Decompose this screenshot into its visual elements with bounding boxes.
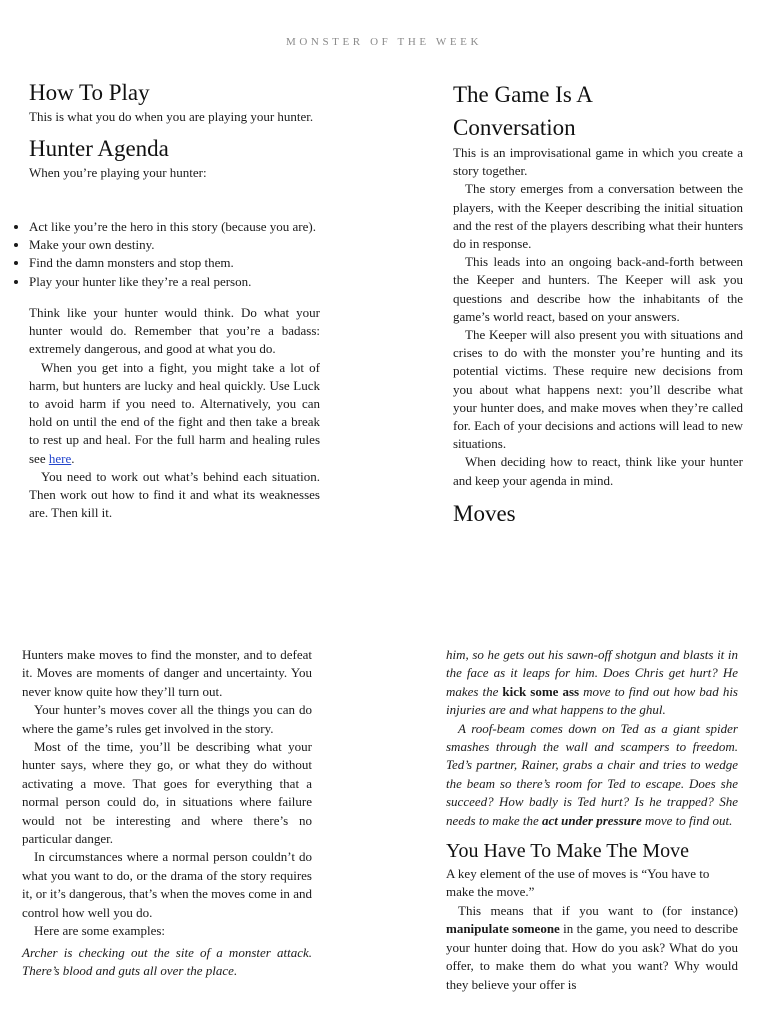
example-text: move to find out.	[641, 812, 733, 828]
move-name-act-under-pressure: act under pressure	[542, 812, 642, 828]
example-paragraph: Archer is checking out the site of a monster attack. There’s blood and guts all over the place.	[22, 944, 312, 978]
paragraph-text: When you get into a fight, you might take a lot of harm, but hunters are lucky and heal quickly. Use Luck to avoid harm if you need to. Alternatively, you can hold on until the end of the fight and then take a break to rest up and heal. For the full harm and healing rules see	[29, 359, 320, 466]
agenda-intro: When you’re playing your hunter:	[29, 165, 207, 181]
body-paragraph: This leads into an ongoing back-and-forth between the Keeper and hunters. The Keeper will ask you questions and describe how the inhabitants of the game’s world react, based on your answers.	[453, 254, 743, 324]
moves-heading: Moves	[453, 500, 516, 526]
conversation-heading: The Game Is A Conversation	[453, 82, 592, 140]
example-text: A roof-beam comes down on Ted as a giant spider smashes through the wall and scampers to freedom. Ted’s partner, Rainer, grabs a chair and tries to wedge the beam so there’s room for Ted to escape. Does she succeed? How badly is Ted hurt? Is he trapped? She needs to make the	[446, 720, 738, 828]
body-paragraph: You need to work out what’s behind each situation. Then work out how to find it and what its weaknesses are. Then kill it.	[29, 468, 320, 521]
right-top-column	[453, 78, 743, 529]
left-top-column	[29, 78, 320, 182]
running-header: MONSTER OF THE WEEK	[285, 36, 483, 48]
agenda-item: • Make your own destiny.	[29, 236, 369, 254]
make-the-move-heading: You Have To Make The Move	[446, 840, 690, 863]
body-paragraph: Most of the time, you’ll be describing what your hunter says, where they go, or what they do without activating a move. That goes for everything that a normal person could do, in situations where failure would not be interesting and where there’s no particular danger.	[22, 739, 312, 847]
move-name-kick-some-ass: kick some ass	[502, 683, 580, 699]
example-text: move to find out how bad his injuries are and what happens to the ghul.	[446, 683, 738, 718]
how-to-play-text: This is what you do when you are playing your hunter.	[29, 109, 314, 124]
paragraph-text: in the game, you need to describe your hunter doing that. How do you ask? What do you offer, to make them do what you want? Why would they believe your offer is	[446, 921, 739, 992]
hunter-agenda-heading: Hunter Agenda	[29, 136, 169, 162]
example-paragraph	[446, 646, 738, 720]
body-paragraph: A key element of the use of moves is “You have to make the move.”	[446, 866, 710, 900]
body-paragraph: Here are some examples:	[34, 923, 166, 939]
how-to-play-heading: How To Play	[29, 80, 150, 105]
body-paragraph: This is an improvisational game in which you create a story together.	[453, 145, 743, 179]
body-paragraph: Hunters make moves to find the monster, and to defeat it. Moves are moments of danger and uncertainty. You never know quite how they’ll turn out.	[22, 647, 312, 699]
body-paragraph: Think like your hunter would think. Do what your hunter would do. Remember that you’re a badass: extremely dangerous, and good at what you do.	[29, 305, 320, 357]
agenda-list	[14, 218, 369, 291]
left-top-paragraphs	[29, 304, 320, 522]
left-bottom-column	[22, 646, 312, 980]
paragraph-text: This means that if you want to (for instance)	[458, 902, 738, 918]
agenda-item: • Act like you’re the hero in this story (because you are).	[29, 218, 369, 236]
body-paragraph	[446, 902, 738, 994]
body-paragraph: When you get into a fight, you might take a lot of harm, but hunters are lucky and heal quickly. Use Luck to avoid harm if you need to. Alternatively, you can hold on until the end of the fight and then take a break to rest up and heal. For the full harm and healing rules see here.	[29, 359, 320, 466]
move-name-manipulate-someone: manipulate someone	[446, 921, 560, 937]
body-paragraph: The Keeper will also present you with situations and crises to do with the monster you’re hunting and its potential victims. These require new decisions from you about what happens next: you’ll describe what your hunter does, and make moves when they’re called for. Each of your decisions and actions will lead to new situations.	[453, 327, 743, 452]
body-paragraph: When deciding how to react, think like your hunter and keep your agenda in mind.	[453, 454, 743, 488]
harm-rules-link[interactable]: here	[48, 450, 72, 466]
agenda-item: • Find the damn monsters and stop them.	[29, 254, 369, 272]
body-paragraph: Your hunter’s moves cover all the things you can do where the game’s rules get involved in the story.	[22, 702, 312, 736]
right-bottom-column	[446, 646, 738, 994]
body-paragraph: In circumstances where a normal person couldn’t do what you want to do, or the drama of the story requires it, or it’s dangerous, that’s when the moves come in and control how well you do.	[22, 849, 312, 920]
agenda-item: • Play your hunter like they’re a real person.	[29, 273, 369, 291]
example-text: him, so he gets out his sawn-off shotgun and blasts it in the face as it leaps for him. Does Chris get hurt? He makes the	[446, 647, 738, 699]
body-paragraph: The story emerges from a conversation between the players, with the Keeper describing the initial situation and the rest of the players describing what their hunters do in response.	[453, 181, 743, 252]
example-paragraph	[446, 720, 738, 830]
